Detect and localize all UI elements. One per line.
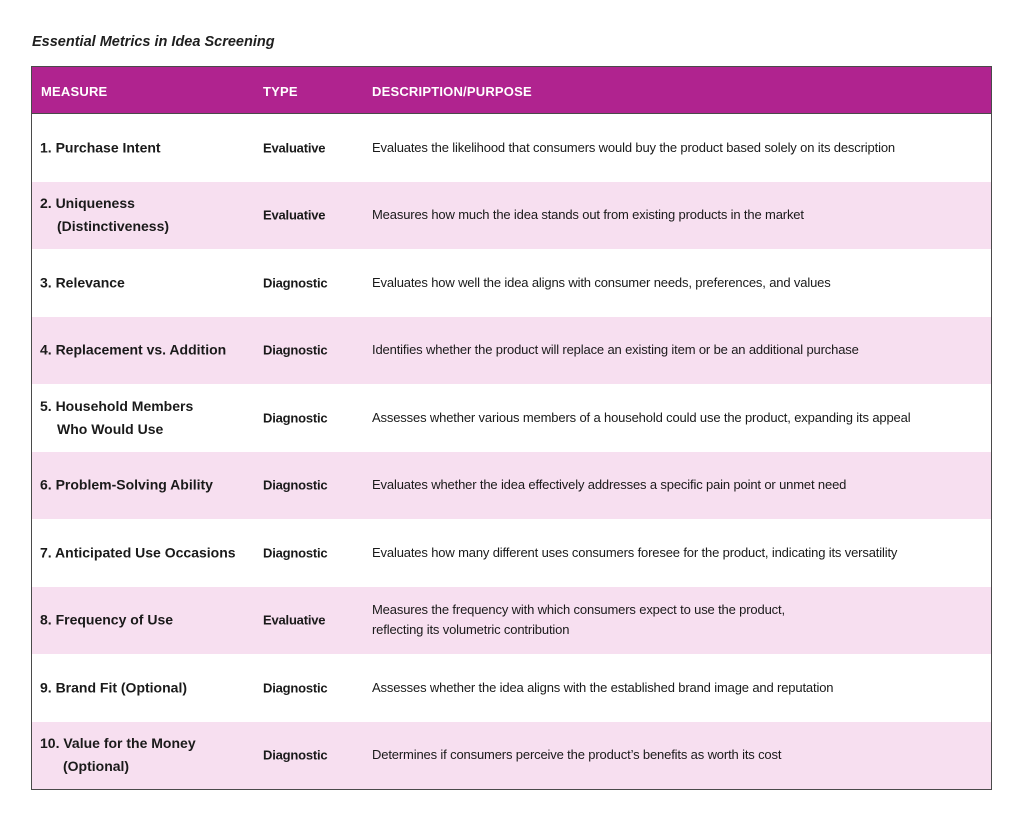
table-row	[32, 654, 991, 722]
description-text: Evaluates how many different uses consumers foresee for the product, indicating its versatility	[372, 544, 898, 560]
description-text: Assesses whether the idea aligns with the established brand image and reputation	[372, 679, 834, 695]
table-row	[32, 182, 991, 250]
measure-text: 5. Household Members	[40, 397, 194, 414]
measure-text: 2. Uniqueness	[40, 195, 135, 212]
description-cell	[372, 745, 982, 765]
description-cell	[372, 475, 982, 495]
header-measure: MEASURE	[41, 84, 108, 99]
measure-cell	[40, 271, 255, 294]
measure-cell	[40, 732, 255, 778]
description-text: Identifies whether the product will replace an existing item or be an additional purchase	[372, 342, 859, 358]
type-cell: Diagnostic	[263, 680, 328, 696]
type-cell: Evaluative	[263, 207, 326, 223]
header-type: TYPE	[263, 84, 298, 99]
table-row	[32, 249, 991, 317]
measure-cell	[40, 609, 255, 632]
table-row	[32, 384, 991, 452]
description-text-continued: reflecting its volumetric contribution	[372, 622, 570, 638]
type-cell: Diagnostic	[263, 410, 328, 426]
measure-cell	[40, 395, 255, 441]
description-text: Measures how much the idea stands out from existing products in the market	[372, 207, 804, 223]
description-text: Assesses whether various members of a household could use the product, expanding its appeal	[372, 409, 911, 425]
description-text: Evaluates whether the idea effectively addresses a specific pain point or unmet need	[372, 477, 847, 493]
description-cell	[372, 408, 982, 428]
type-cell: Diagnostic	[263, 545, 328, 561]
table-title: Essential Metrics in Idea Screening	[32, 34, 275, 50]
measure-cell	[40, 136, 255, 159]
description-cell	[372, 340, 982, 360]
measure-cell	[40, 339, 255, 362]
type-cell: Evaluative	[263, 140, 326, 156]
measure-text: 10. Value for the Money	[40, 735, 196, 752]
table-row	[32, 587, 991, 655]
metrics-table	[31, 66, 992, 790]
type-cell: Diagnostic	[263, 275, 328, 291]
measure-text: 8. Frequency of Use	[40, 611, 174, 628]
description-cell	[372, 205, 982, 225]
description-cell	[372, 138, 982, 158]
table-row	[32, 452, 991, 520]
measure-cell	[40, 676, 255, 699]
description-cell	[372, 678, 982, 698]
measure-text-continued: (Distinctiveness)	[57, 218, 170, 235]
measure-cell	[40, 192, 255, 238]
measure-cell	[40, 541, 255, 564]
description-cell	[372, 543, 982, 563]
table-row	[32, 519, 991, 587]
table-row	[32, 722, 991, 790]
measure-text: 1. Purchase Intent	[40, 139, 161, 156]
measure-text: 3. Relevance	[40, 274, 125, 291]
type-cell: Diagnostic	[263, 477, 328, 493]
measure-text-continued: (Optional)	[63, 758, 130, 775]
measure-text: 7. Anticipated Use Occasions	[40, 544, 236, 561]
description-text: Measures the frequency with which consumers expect to use the product,	[372, 602, 785, 618]
description-text: Evaluates how well the idea aligns with consumer needs, preferences, and values	[372, 274, 831, 290]
description-text: Determines if consumers perceive the product’s benefits as worth its cost	[372, 747, 782, 763]
description-cell	[372, 273, 982, 293]
description-text: Evaluates the likelihood that consumers would buy the product based solely on its description	[372, 139, 895, 155]
table-header	[32, 67, 991, 114]
measure-text-continued: Who Would Use	[57, 420, 164, 437]
measure-cell	[40, 474, 255, 497]
type-cell: Diagnostic	[263, 342, 328, 358]
type-cell: Evaluative	[263, 612, 326, 628]
measure-text: 4. Replacement vs. Addition	[40, 341, 227, 358]
header-description: DESCRIPTION/PURPOSE	[372, 84, 532, 99]
measure-text: 6. Problem-Solving Ability	[40, 476, 213, 493]
description-cell	[372, 600, 982, 640]
table-row	[32, 317, 991, 385]
measure-text: 9. Brand Fit (Optional)	[40, 679, 187, 696]
type-cell: Diagnostic	[263, 747, 328, 763]
table-row	[32, 114, 991, 182]
